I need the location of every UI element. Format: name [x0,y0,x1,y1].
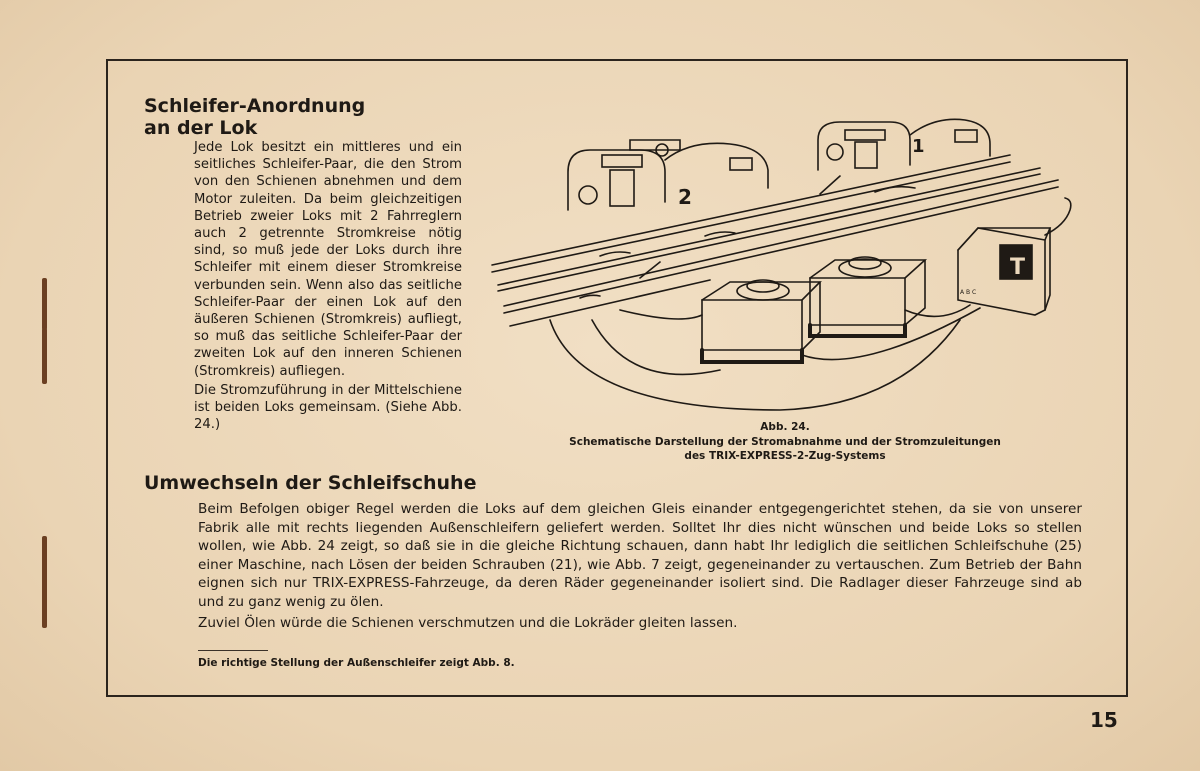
transformer-letter: T [1010,255,1026,280]
figure-caption [520,420,1050,464]
binding-thread-2 [42,328,47,384]
speed-controller-2 [810,257,925,336]
transformer-terminals: A B C [960,289,977,296]
section-title-umwechseln: Umwechseln der Schleifschuhe [144,472,477,494]
slider-shoe [875,187,915,192]
paragraph: Beim Befolgen obiger Regel werden die Loks auf dem gleichen Gleis einander entgegengerichtet stehen, da sie von unserer Fabrik alle mit rechts liegenden Außenschleifern geliefert werden. Solltet Ihr dies nicht wünschen und beide Loks so stellen wollen, wie Abb. 24 zeigt, so daß sie in die gleiche Richtung schauen, dann habt Ihr lediglich die seitlichen Schleifschuhe (25) einer Maschine, nach Lösen der beiden Schrauben (21), wie Abb. 7 zeigt, gegeneinander zu vertauschen. Zum Betrieb der Bahn eignen sich nur TRIX-EXPRESS-Fahrzeuge, da deren Räder gegeneinander isoliert sind. Die Radlager dieser Fahrzeuge sind ab und zu ganz wenig zu ölen. [198,501,1082,610]
paragraph: Zuviel Ölen würde die Schienen verschmutzen und die Lokräder gleiten lassen. [198,614,738,631]
caption-line-3: des TRIX-EXPRESS-2-Zug-Systems [684,450,886,462]
binding-thread-1 [42,278,47,330]
footnote: Die richtige Stellung der Außenschleifer zeigt Abb. 8. [198,657,515,669]
slider-shoe [600,252,630,256]
wire [592,320,720,374]
footnote-rule [198,650,268,651]
wire [620,310,702,319]
section-title-line-1: Schleifer-Anordnung [144,95,366,117]
section-title-schleifer [144,95,365,139]
paragraph: Jede Lok besitzt ein mittleres und ein seitliches Schleifer-Paar, die den Strom von den Schienen abnehmen und dem Motor zuleiten. Da beim gleichzeitigen Betrieb zweier Loks mit 2 Fahrreglern auch 2 getrennte Stromkreise nötig sind, so muß jede der Loks durch ihre Schleifer mit einem dieser Stromkreise verbunden sein. Wenn also das seitliche Schleifer-Paar der einen Lok auf den äußeren Schienen (Stromkreis) aufliegt, so muß das seitliche Schleifer-Paar der zweiten Lok auf den inneren Schienen (Stromkreis) aufliegen. [194,140,462,379]
wire [905,305,970,316]
wire [550,320,960,410]
rail-line [504,180,1058,306]
binding-thread-3 [42,536,47,628]
figure-24-illustration [480,110,1080,420]
loco-number-1: 1 [912,136,925,157]
slider-shoe [640,262,660,278]
speed-controller-1 [702,280,820,362]
section-title-line-2: an der Lok [144,117,258,139]
page-number: 15 [1090,708,1118,732]
caption-line-2: Schematische Darstellung der Stromabnahme und der Stromzuleitungen [569,435,1001,448]
rail-line [492,155,1010,265]
locomotive-1 [818,119,990,170]
section-text-column [194,139,462,435]
paragraph: Die Stromzuführung in der Mittelschiene ist beiden Loks gemeinsam. (Siehe Abb. 24.) [194,382,462,433]
locomotive-2 [568,140,768,210]
rail-line [492,162,1010,272]
wire [802,308,980,360]
loco-number-2: 2 [678,185,692,209]
caption-line-1: Abb. 24. [760,421,810,433]
section-body-umwechseln [198,500,1082,632]
